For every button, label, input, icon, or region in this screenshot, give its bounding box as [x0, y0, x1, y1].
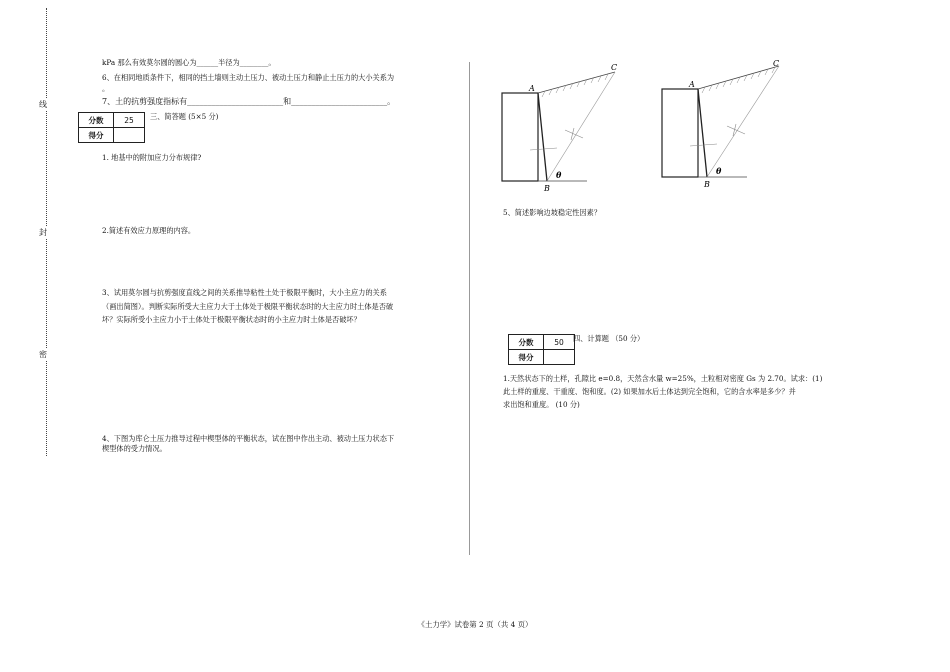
wall-rect [662, 89, 698, 177]
short-question-5: 5、简述影响边坡稳定性因素？ [503, 208, 602, 217]
score-box-section4 [508, 334, 575, 365]
short-question-1: 1. 地基中的附加应力分布规律? [102, 153, 202, 162]
got-label: 得分 [79, 128, 114, 143]
force-tick-2 [565, 130, 583, 138]
calc-question-1-line3: 求出饱和重度。 (10 分) [503, 400, 580, 409]
score-value: 50 [544, 335, 575, 350]
calc-question-1-line2: 此土样的重度、干重度、饱和度。(2) 如果加水后土体达到完全饱和，它的含水率是多少？并 [503, 387, 796, 396]
soil-hatching [542, 74, 608, 97]
got-label: 得分 [509, 350, 544, 365]
ground-surface [538, 72, 615, 93]
wall-back-line [698, 89, 707, 177]
slip-plane [707, 66, 779, 177]
label-c: C [611, 63, 618, 72]
seal-char-mi: 密 [39, 350, 47, 359]
got-value[interactable] [114, 128, 145, 143]
label-c: C [773, 59, 780, 68]
wedge-figure-2 [655, 58, 790, 193]
question-6-end: 。 [102, 84, 110, 93]
label-theta: θ [716, 166, 722, 176]
seal-char-xian: 线 [39, 100, 47, 109]
got-value[interactable] [544, 350, 575, 365]
short-question-4-line2: 楔型体的受力情况。 [102, 444, 167, 453]
label-a: A [689, 80, 695, 89]
wall-rect [502, 93, 538, 181]
question-7: 7、土的抗剪强度指标有________________________和________________________。 [102, 97, 396, 106]
ground-surface [698, 66, 779, 89]
score-value: 25 [114, 113, 145, 128]
section-4-title: 四、计算题 （50 分） [573, 334, 645, 343]
score-box-section3 [78, 112, 145, 143]
label-a: A [529, 84, 535, 93]
question-fill-line1: kPa 那么有效莫尔圆的圆心为______半径为________。 [102, 58, 276, 67]
label-b: B [544, 184, 550, 193]
wall-back-line [538, 93, 547, 181]
short-question-3-line3: 坏？实际所受小主应力小于土体处于极限平衡状态时的小主应力时土体是否破坏？ [102, 315, 361, 324]
short-question-3-line1: 3、试用莫尔圆与抗剪强度直线之间的关系推导粘性土处于极限平衡时，大小主应力的关系 [102, 288, 387, 297]
label-theta: θ [556, 170, 562, 180]
calc-question-1-line1: 1.天然状态下的土样，孔隙比 e=0.8，天然含水量 w=25%，土粒相对密度 Gs 为 2.70。试求：(1) [503, 374, 823, 383]
short-question-2: 2.简述有效应力原理的内容。 [102, 226, 196, 235]
question-6: 6、在相同地质条件下，相同的挡土墙则主动土压力、被动土压力和静止土压力的大小关系为 [102, 73, 395, 82]
label-b: B [704, 180, 710, 189]
slip-plane [547, 72, 615, 181]
column-divider [469, 62, 470, 555]
score-label: 分数 [509, 335, 544, 350]
page-footer: 《土力学》试卷第 2 页（共 4 页） [417, 620, 533, 629]
wedge-figure-1 [495, 60, 625, 195]
seal-char-feng: 封 [39, 228, 47, 237]
short-question-3-line2: （画出简图）。判断实际所受大主应力大于土体处于极限平衡状态时的大主应力时土体是否破 [102, 302, 394, 311]
section-3-title: 三、简答题 (5×5 分) [150, 112, 219, 121]
score-label: 分数 [79, 113, 114, 128]
short-question-4-line1: 4、下图为库仑土压力推导过程中楔型体的平衡状态，试在图中作出主动、被动土压力状态下 [102, 434, 395, 443]
